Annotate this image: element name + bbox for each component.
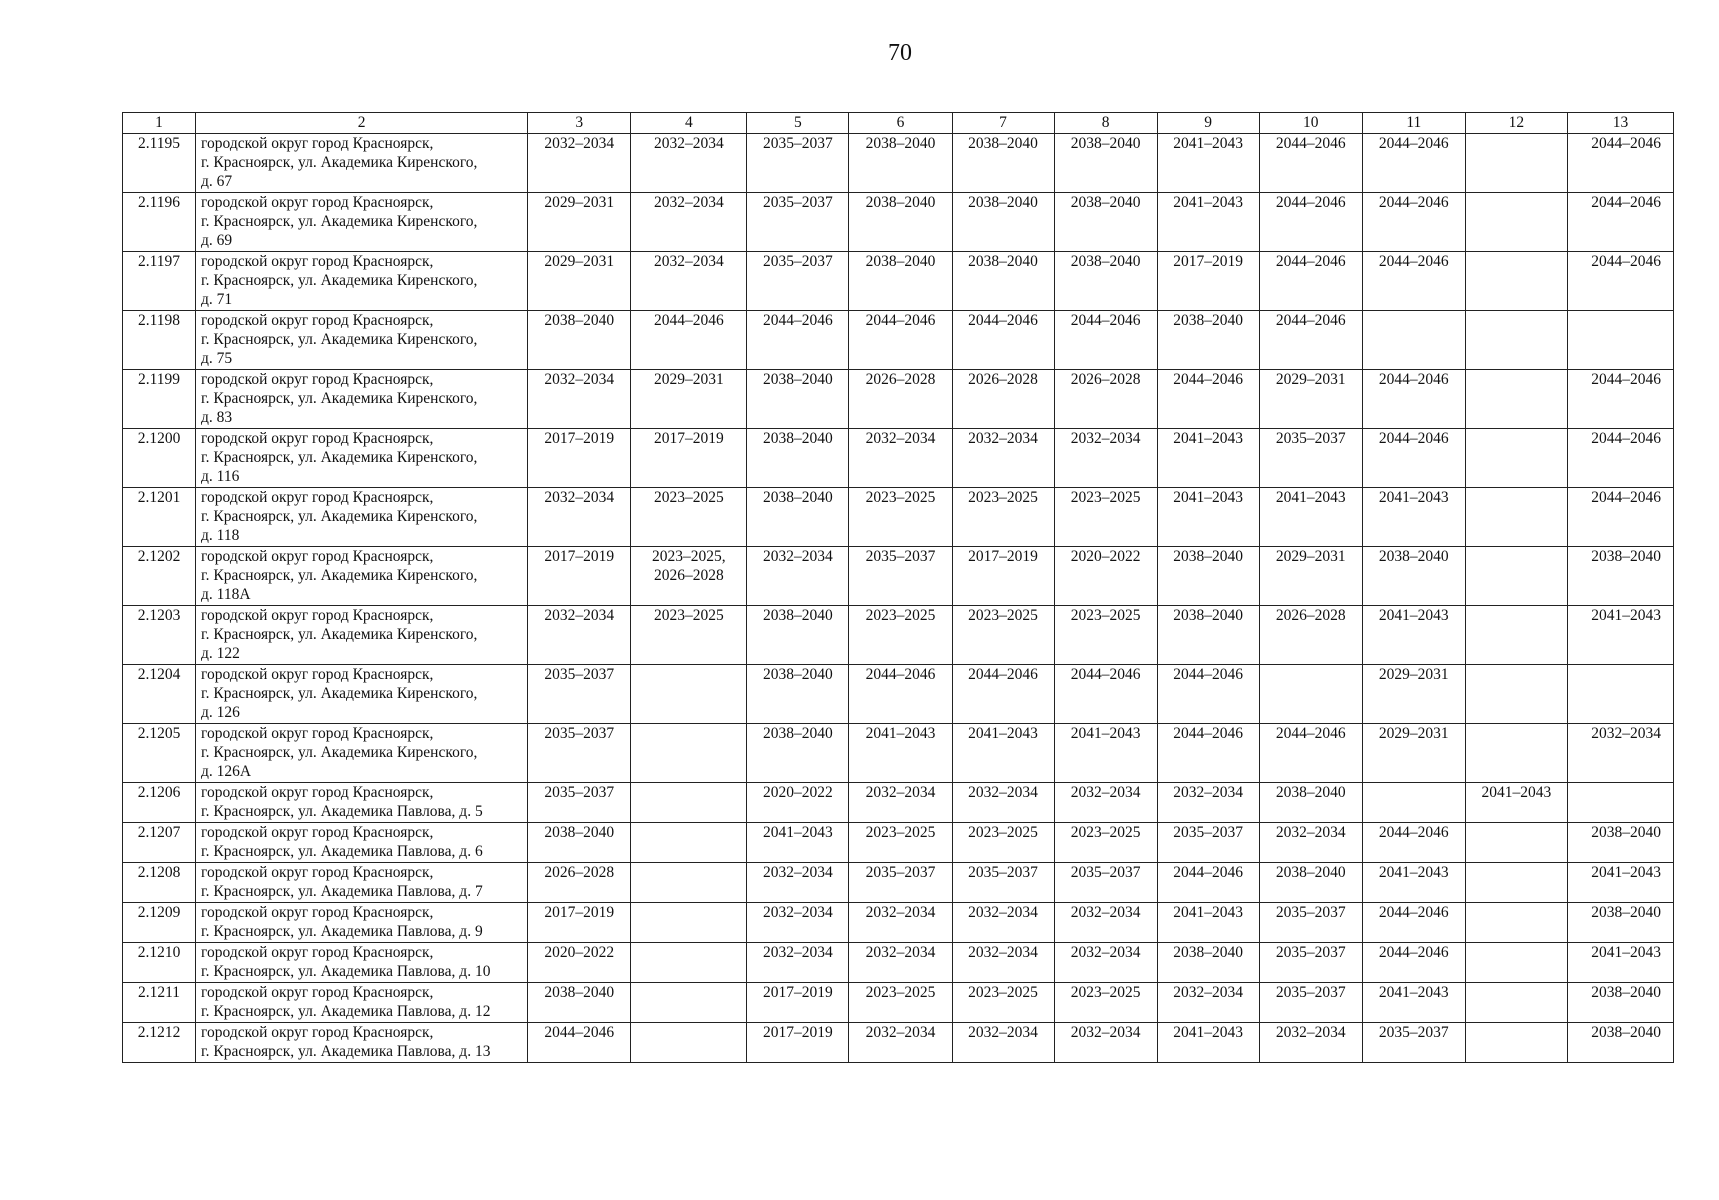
period-cell: 2041–2043 [1567, 943, 1673, 983]
period-cell [1567, 665, 1673, 724]
row-number: 2.1197 [123, 252, 196, 311]
period-cell: 2041–2043 [849, 724, 952, 783]
address-cell: городской округ город Красноярск, г. Красноярск, ул. Академика Павлова, д. 13 [196, 1023, 528, 1063]
period-cell: 2035–2037 [528, 724, 631, 783]
period-cell [631, 863, 747, 903]
column-header: 9 [1157, 113, 1259, 134]
period-cell: 2041–2043 [1465, 783, 1567, 823]
period-cell: 2032–2034 [528, 370, 631, 429]
period-cell [1465, 983, 1567, 1023]
address-cell: городской округ город Красноярск, г. Красноярск, ул. Академика Павлова, д. 12 [196, 983, 528, 1023]
column-header: 13 [1567, 113, 1673, 134]
period-cell: 2032–2034 [1567, 724, 1673, 783]
period-cell: 2041–2043 [1054, 724, 1157, 783]
period-cell: 2020–2022 [1054, 547, 1157, 606]
period-cell [1465, 1023, 1567, 1063]
column-header: 6 [849, 113, 952, 134]
period-cell [1465, 134, 1567, 193]
period-cell: 2023–2025 [1054, 606, 1157, 665]
table-row [123, 311, 1674, 370]
table-row [123, 252, 1674, 311]
period-cell: 2023–2025 [849, 983, 952, 1023]
address-cell: городской округ город Красноярск, г. Красноярск, ул. Академика Павлова, д. 6 [196, 823, 528, 863]
period-cell: 2038–2040 [1567, 903, 1673, 943]
table-row [123, 1023, 1674, 1063]
address-cell: городской округ город Красноярск, г. Красноярск, ул. Академика Киренского, д. 67 [196, 134, 528, 193]
period-cell [1465, 193, 1567, 252]
period-cell: 2038–2040 [747, 429, 849, 488]
table-row [123, 783, 1674, 823]
period-cell [1567, 783, 1673, 823]
row-number: 2.1199 [123, 370, 196, 429]
period-cell: 2038–2040 [1567, 1023, 1673, 1063]
period-cell: 2035–2037 [1054, 863, 1157, 903]
period-cell: 2032–2034 [1157, 983, 1259, 1023]
period-cell: 2038–2040 [1054, 252, 1157, 311]
period-cell: 2044–2046 [1362, 370, 1465, 429]
period-cell: 2038–2040 [1157, 311, 1259, 370]
address-cell: городской округ город Красноярск, г. Красноярск, ул. Академика Киренского, д. 126А [196, 724, 528, 783]
period-cell [631, 903, 747, 943]
row-number: 2.1196 [123, 193, 196, 252]
period-cell: 2032–2034 [528, 488, 631, 547]
period-cell: 2041–2043 [1362, 488, 1465, 547]
period-cell [1465, 606, 1567, 665]
period-cell [1465, 724, 1567, 783]
period-cell: 2026–2028 [1054, 370, 1157, 429]
period-cell [631, 823, 747, 863]
period-cell [1362, 783, 1465, 823]
row-number: 2.1207 [123, 823, 196, 863]
period-cell: 2023–2025 [1054, 983, 1157, 1023]
row-number: 2.1201 [123, 488, 196, 547]
period-cell: 2035–2037 [1259, 943, 1362, 983]
table-row [123, 370, 1674, 429]
table-row [123, 943, 1674, 983]
period-cell: 2035–2037 [747, 193, 849, 252]
address-cell: городской округ город Красноярск, г. Красноярск, ул. Академика Киренского, д. 83 [196, 370, 528, 429]
row-number: 2.1204 [123, 665, 196, 724]
period-cell: 2023–2025 [849, 823, 952, 863]
period-cell: 2044–2046 [1259, 311, 1362, 370]
period-cell: 2032–2034 [631, 252, 747, 311]
period-cell: 2017–2019 [528, 547, 631, 606]
period-cell: 2044–2046 [1362, 429, 1465, 488]
row-number: 2.1209 [123, 903, 196, 943]
period-cell: 2017–2019 [747, 1023, 849, 1063]
period-cell: 2032–2034 [747, 903, 849, 943]
period-cell: 2044–2046 [1157, 724, 1259, 783]
period-cell: 2038–2040 [952, 252, 1054, 311]
period-cell: 2032–2034 [528, 606, 631, 665]
period-cell: 2020–2022 [528, 943, 631, 983]
period-cell: 2044–2046 [1054, 311, 1157, 370]
period-cell: 2032–2034 [952, 783, 1054, 823]
period-cell: 2035–2037 [849, 863, 952, 903]
period-cell: 2044–2046 [1259, 724, 1362, 783]
period-cell: 2029–2031 [1362, 665, 1465, 724]
period-cell: 2023–2025 [849, 606, 952, 665]
period-cell: 2038–2040 [1157, 943, 1259, 983]
period-cell: 2041–2043 [952, 724, 1054, 783]
table-row [123, 724, 1674, 783]
period-cell: 2023–2025 [1054, 488, 1157, 547]
period-cell: 2044–2046 [1567, 193, 1673, 252]
period-cell: 2041–2043 [1157, 193, 1259, 252]
header-row [123, 113, 1674, 134]
period-cell: 2032–2034 [1054, 1023, 1157, 1063]
period-cell: 2029–2031 [1259, 547, 1362, 606]
period-cell: 2026–2028 [528, 863, 631, 903]
address-cell: городской округ город Красноярск, г. Красноярск, ул. Академика Павлова, д. 9 [196, 903, 528, 943]
period-cell: 2044–2046 [1362, 943, 1465, 983]
period-cell [1259, 665, 1362, 724]
column-header: 4 [631, 113, 747, 134]
period-cell: 2032–2034 [849, 903, 952, 943]
period-cell: 2032–2034 [849, 429, 952, 488]
row-number: 2.1206 [123, 783, 196, 823]
period-cell: 2017–2019 [631, 429, 747, 488]
period-cell: 2044–2046 [952, 311, 1054, 370]
period-cell: 2044–2046 [1259, 134, 1362, 193]
period-cell: 2044–2046 [1157, 863, 1259, 903]
column-header: 3 [528, 113, 631, 134]
address-cell: городской округ город Красноярск, г. Красноярск, ул. Академика Павлова, д. 5 [196, 783, 528, 823]
period-cell: 2041–2043 [1567, 863, 1673, 903]
schedule-table [122, 112, 1674, 1063]
period-cell: 2044–2046 [1567, 252, 1673, 311]
address-cell: городской округ город Красноярск, г. Красноярск, ул. Академика Киренского, д. 69 [196, 193, 528, 252]
period-cell: 2035–2037 [1259, 429, 1362, 488]
period-cell: 2038–2040 [849, 193, 952, 252]
period-cell: 2044–2046 [1362, 134, 1465, 193]
period-cell: 2035–2037 [528, 783, 631, 823]
period-cell: 2044–2046 [1567, 370, 1673, 429]
table-row [123, 488, 1674, 547]
period-cell: 2044–2046 [849, 311, 952, 370]
period-cell: 2032–2034 [1157, 783, 1259, 823]
period-cell: 2038–2040 [1259, 863, 1362, 903]
period-cell: 2044–2046 [1567, 488, 1673, 547]
period-cell: 2044–2046 [1259, 252, 1362, 311]
period-cell: 2041–2043 [747, 823, 849, 863]
period-cell [1465, 665, 1567, 724]
period-cell: 2017–2019 [747, 983, 849, 1023]
address-cell: городской округ город Красноярск, г. Красноярск, ул. Академика Павлова, д. 7 [196, 863, 528, 903]
period-cell: 2032–2034 [952, 1023, 1054, 1063]
period-cell: 2041–2043 [1259, 488, 1362, 547]
period-cell [1465, 252, 1567, 311]
period-cell: 2044–2046 [1567, 429, 1673, 488]
row-number: 2.1200 [123, 429, 196, 488]
period-cell [1567, 311, 1673, 370]
period-cell: 2041–2043 [1157, 1023, 1259, 1063]
period-cell: 2035–2037 [849, 547, 952, 606]
column-header: 8 [1054, 113, 1157, 134]
period-cell: 2038–2040 [747, 488, 849, 547]
period-cell: 2038–2040 [952, 193, 1054, 252]
period-cell: 2038–2040 [1567, 547, 1673, 606]
period-cell: 2029–2031 [1362, 724, 1465, 783]
column-header: 5 [747, 113, 849, 134]
period-cell: 2032–2034 [1054, 903, 1157, 943]
table-row [123, 983, 1674, 1023]
period-cell: 2023–2025 [631, 606, 747, 665]
table-row [123, 606, 1674, 665]
period-cell: 2038–2040 [849, 134, 952, 193]
table-row [123, 429, 1674, 488]
period-cell: 2041–2043 [1157, 488, 1259, 547]
period-cell: 2038–2040 [528, 983, 631, 1023]
row-number: 2.1202 [123, 547, 196, 606]
period-cell: 2032–2034 [747, 863, 849, 903]
period-cell: 2038–2040 [849, 252, 952, 311]
period-cell: 2044–2046 [747, 311, 849, 370]
period-cell: 2035–2037 [528, 665, 631, 724]
period-cell: 2020–2022 [747, 783, 849, 823]
page-number: 70 [888, 40, 912, 66]
row-number: 2.1205 [123, 724, 196, 783]
period-cell: 2044–2046 [528, 1023, 631, 1063]
period-cell [1362, 311, 1465, 370]
period-cell: 2023–2025 [1054, 823, 1157, 863]
period-cell: 2044–2046 [1362, 903, 1465, 943]
column-header: 10 [1259, 113, 1362, 134]
period-cell: 2023–2025 [952, 606, 1054, 665]
period-cell [1465, 429, 1567, 488]
period-cell: 2038–2040 [528, 311, 631, 370]
period-cell: 2017–2019 [528, 429, 631, 488]
column-header: 2 [196, 113, 528, 134]
period-cell: 2038–2040 [1567, 983, 1673, 1023]
period-cell: 2032–2034 [952, 903, 1054, 943]
row-number: 2.1208 [123, 863, 196, 903]
period-cell: 2026–2028 [1259, 606, 1362, 665]
period-cell: 2032–2034 [631, 134, 747, 193]
period-cell: 2035–2037 [1259, 983, 1362, 1023]
period-cell [1465, 370, 1567, 429]
period-cell: 2038–2040 [1567, 823, 1673, 863]
period-cell: 2032–2034 [1259, 823, 1362, 863]
period-cell: 2017–2019 [528, 903, 631, 943]
period-cell: 2038–2040 [528, 823, 631, 863]
period-cell: 2029–2031 [631, 370, 747, 429]
period-cell: 2029–2031 [528, 193, 631, 252]
period-cell: 2041–2043 [1157, 134, 1259, 193]
period-cell [631, 665, 747, 724]
row-number: 2.1203 [123, 606, 196, 665]
row-number: 2.1211 [123, 983, 196, 1023]
period-cell: 2032–2034 [952, 429, 1054, 488]
period-cell [1465, 943, 1567, 983]
period-cell: 2035–2037 [1157, 823, 1259, 863]
period-cell: 2041–2043 [1157, 429, 1259, 488]
period-cell [631, 943, 747, 983]
period-cell: 2023–2025, 2026–2028 [631, 547, 747, 606]
period-cell: 2023–2025 [631, 488, 747, 547]
period-cell: 2032–2034 [1054, 429, 1157, 488]
period-cell: 2038–2040 [1157, 606, 1259, 665]
period-cell: 2029–2031 [1259, 370, 1362, 429]
period-cell: 2029–2031 [528, 252, 631, 311]
period-cell: 2044–2046 [1362, 252, 1465, 311]
address-cell: городской округ город Красноярск, г. Красноярск, ул. Академика Киренского, д. 126 [196, 665, 528, 724]
period-cell: 2044–2046 [1362, 193, 1465, 252]
address-cell: городской округ город Красноярск, г. Красноярск, ул. Академика Киренского, д. 116 [196, 429, 528, 488]
table-row [123, 547, 1674, 606]
period-cell: 2035–2037 [1362, 1023, 1465, 1063]
row-number: 2.1195 [123, 134, 196, 193]
period-cell: 2035–2037 [952, 863, 1054, 903]
period-cell [631, 983, 747, 1023]
period-cell: 2038–2040 [1054, 134, 1157, 193]
address-cell: городской округ город Красноярск, г. Красноярск, ул. Академика Киренского, д. 118А [196, 547, 528, 606]
period-cell: 2041–2043 [1362, 863, 1465, 903]
period-cell: 2032–2034 [849, 783, 952, 823]
period-cell: 2038–2040 [952, 134, 1054, 193]
period-cell: 2038–2040 [1259, 783, 1362, 823]
period-cell [631, 783, 747, 823]
period-cell [1465, 488, 1567, 547]
address-cell: городской округ город Красноярск, г. Красноярск, ул. Академика Киренского, д. 75 [196, 311, 528, 370]
period-cell [631, 724, 747, 783]
table-row [123, 863, 1674, 903]
period-cell: 2041–2043 [1362, 983, 1465, 1023]
period-cell: 2044–2046 [1362, 823, 1465, 863]
period-cell: 2023–2025 [849, 488, 952, 547]
period-cell: 2044–2046 [1157, 665, 1259, 724]
column-header: 1 [123, 113, 196, 134]
period-cell: 2032–2034 [528, 134, 631, 193]
period-cell: 2032–2034 [1054, 943, 1157, 983]
address-cell: городской округ город Красноярск, г. Красноярск, ул. Академика Киренского, д. 122 [196, 606, 528, 665]
period-cell: 2038–2040 [747, 606, 849, 665]
period-cell: 2032–2034 [849, 943, 952, 983]
table-row [123, 193, 1674, 252]
period-cell: 2035–2037 [1259, 903, 1362, 943]
address-cell: городской округ город Красноярск, г. Красноярск, ул. Академика Киренского, д. 71 [196, 252, 528, 311]
period-cell: 2044–2046 [1259, 193, 1362, 252]
period-cell: 2032–2034 [1054, 783, 1157, 823]
period-cell: 2035–2037 [747, 134, 849, 193]
period-cell: 2032–2034 [747, 547, 849, 606]
period-cell: 2044–2046 [631, 311, 747, 370]
period-cell [1465, 311, 1567, 370]
period-cell: 2038–2040 [747, 370, 849, 429]
period-cell [1465, 823, 1567, 863]
address-cell: городской округ город Красноярск, г. Красноярск, ул. Академика Павлова, д. 10 [196, 943, 528, 983]
period-cell: 2026–2028 [952, 370, 1054, 429]
period-cell: 2032–2034 [1259, 1023, 1362, 1063]
period-cell: 2023–2025 [952, 983, 1054, 1023]
address-cell: городской округ город Красноярск, г. Красноярск, ул. Академика Киренского, д. 118 [196, 488, 528, 547]
period-cell: 2044–2046 [1157, 370, 1259, 429]
row-number: 2.1210 [123, 943, 196, 983]
period-cell: 2038–2040 [1054, 193, 1157, 252]
table-row [123, 134, 1674, 193]
table-row [123, 903, 1674, 943]
column-header: 12 [1465, 113, 1567, 134]
row-number: 2.1198 [123, 311, 196, 370]
period-cell [1465, 863, 1567, 903]
period-cell: 2038–2040 [1362, 547, 1465, 606]
period-cell: 2044–2046 [952, 665, 1054, 724]
period-cell: 2023–2025 [952, 823, 1054, 863]
period-cell: 2026–2028 [849, 370, 952, 429]
period-cell: 2017–2019 [952, 547, 1054, 606]
period-cell: 2035–2037 [747, 252, 849, 311]
period-cell: 2044–2046 [1054, 665, 1157, 724]
period-cell: 2032–2034 [849, 1023, 952, 1063]
period-cell: 2017–2019 [1157, 252, 1259, 311]
table-row [123, 665, 1674, 724]
period-cell: 2032–2034 [747, 943, 849, 983]
period-cell: 2032–2034 [631, 193, 747, 252]
table-row [123, 823, 1674, 863]
period-cell: 2032–2034 [952, 943, 1054, 983]
period-cell: 2038–2040 [747, 665, 849, 724]
period-cell: 2038–2040 [747, 724, 849, 783]
period-cell: 2044–2046 [1567, 134, 1673, 193]
column-header: 7 [952, 113, 1054, 134]
period-cell: 2023–2025 [952, 488, 1054, 547]
period-cell [631, 1023, 747, 1063]
period-cell [1465, 903, 1567, 943]
row-number: 2.1212 [123, 1023, 196, 1063]
period-cell: 2041–2043 [1567, 606, 1673, 665]
period-cell: 2041–2043 [1157, 903, 1259, 943]
period-cell [1465, 547, 1567, 606]
period-cell: 2041–2043 [1362, 606, 1465, 665]
column-header: 11 [1362, 113, 1465, 134]
period-cell: 2044–2046 [849, 665, 952, 724]
period-cell: 2038–2040 [1157, 547, 1259, 606]
